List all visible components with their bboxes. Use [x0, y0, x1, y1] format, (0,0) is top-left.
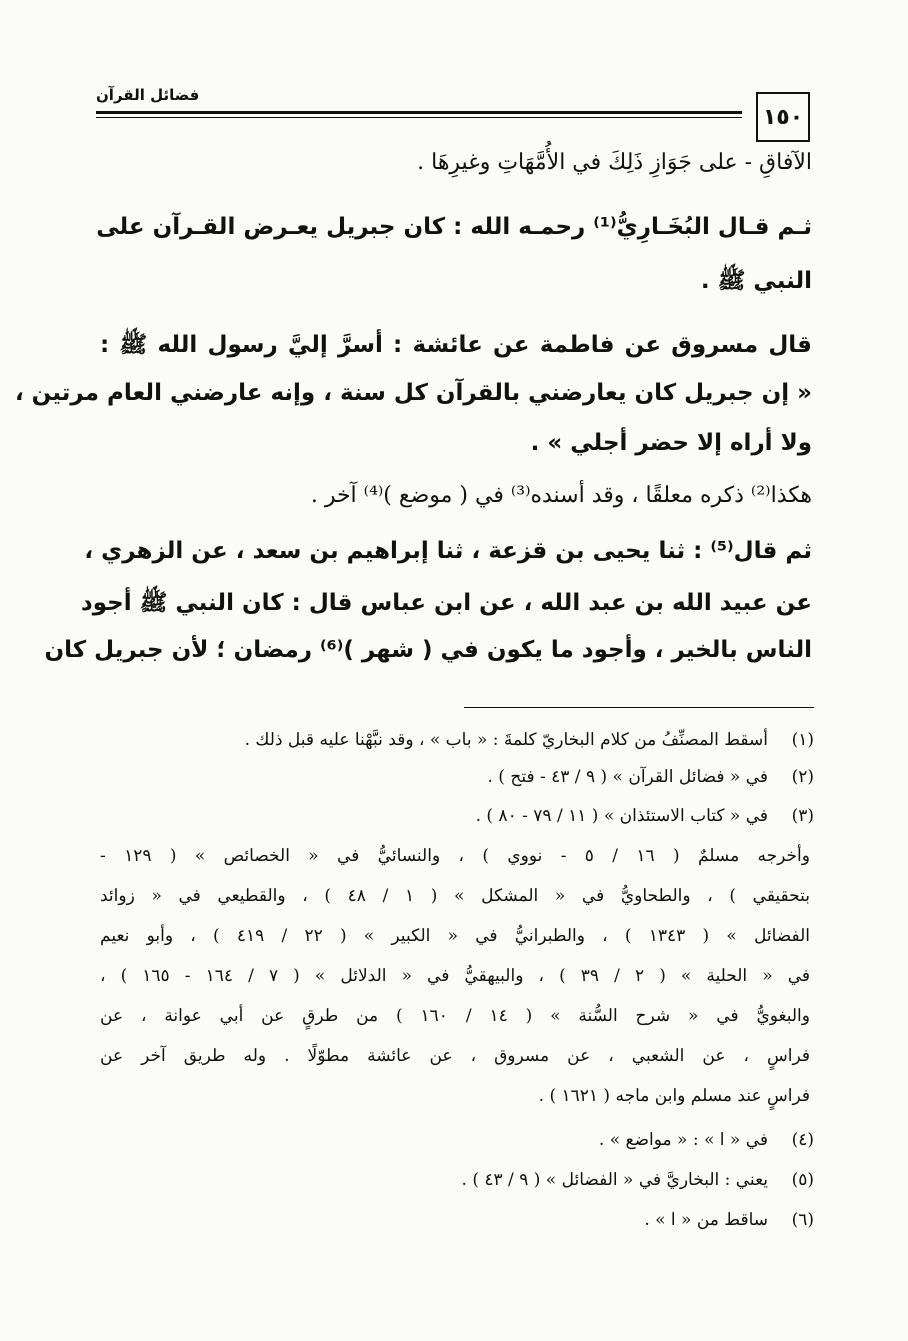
- footnote-3-line-2: وأخرجه مسلمٌ ( ١٦ / ٥ - نووي ) ، والنسائيُّ في « الخصائص » ( ١٢٩ -: [100, 846, 810, 866]
- body-line-1: الآفاقِ - على جَوَازِ ذَلِكَ في الأُمَّهَاتِ وغيرِهَا .: [417, 150, 812, 175]
- body-line-9: عن عبيد الله بن عبد الله ، عن ابن عباس قال : كان النبي ﷺ أجود: [80, 590, 812, 616]
- footnote-5: [100, 1170, 814, 1200]
- footnote-6: [100, 1210, 814, 1240]
- footnote-text: في « فضائل القرآن » ( ٩ / ٤٣ - فتح ) .: [487, 767, 768, 787]
- footnote-3: [100, 806, 814, 836]
- footnote-number: (١): [791, 730, 814, 750]
- footnote-text: في « كتاب الاستئذان » ( ١١ / ٧٩ - ٨٠ ) .: [475, 806, 768, 826]
- body-line-6: ولا أراه إلا حضر أجلي » .: [530, 430, 812, 456]
- footnote-number: (٤): [791, 1130, 814, 1150]
- footnote-3-line-8: فراسٍ عند مسلم وابن ماجه ( ١٦٢١ ) .: [538, 1086, 810, 1106]
- header-rule-thin: [96, 117, 742, 118]
- body-line-5: « إن جبريل كان يعارضني بالقرآن كل سنة ، وإنه عارضني العام مرتين ،: [14, 380, 812, 406]
- footnote-text: في « ا » : « مواضع » .: [598, 1130, 768, 1150]
- page-number: ١٥٠: [756, 92, 810, 142]
- footnote-1: [100, 730, 814, 760]
- running-title: فضائل القرآن: [96, 86, 200, 104]
- footnote-3-line-3: بتحقيقي ) ، والطحاويُّ في « المشكل » ( ١ / ٤٨ ) ، والقطيعي في « زوائد: [100, 886, 810, 906]
- footnote-number: (٥): [791, 1170, 814, 1190]
- footnote-number: (٢): [791, 767, 814, 787]
- footnote-divider: [464, 707, 814, 708]
- body-line-3: النبي ﷺ .: [700, 268, 812, 294]
- footnote-text: أسقط المصنِّفُ من كلام البخاريّ كلمةَ : « باب » ، وقد نبَّهْنا عليه قبل ذلك .: [244, 730, 768, 750]
- body-line-2: ثـم قـال البُخَـارِيُّ⁽¹⁾ رحمـه الله : كان جبريل يعـرض القـرآن على: [96, 214, 812, 240]
- footnote-text: يعني : البخاريَّ في « الفضائل » ( ٩ / ٤٣ ) .: [461, 1170, 768, 1190]
- body-line-7: هكذا⁽²⁾ ذكره معلقًا ، وقد أسنده⁽³⁾ في ( موضع )⁽⁴⁾ آخر .: [310, 483, 812, 508]
- footnote-text: ساقط من « ا » .: [644, 1210, 768, 1230]
- footnote-3-line-7: فراسٍ ، عن الشعبي ، عن مسروق ، عن عائشة مطوّلًا . وله طريق آخر عن: [100, 1046, 810, 1066]
- footnote-number: (٦): [791, 1210, 814, 1230]
- footnote-2: [100, 767, 814, 797]
- footnote-3-line-4: الفضائل » ( ١٣٤٣ ) ، والطبرانيُّ في « الكبير » ( ٢٢ / ٤١٩ ) ، وأبو نعيم: [100, 926, 811, 946]
- body-line-10: الناس بالخير ، وأجود ما يكون في ( شهر )⁽⁶⁾ رمضان ؛ لأن جبريل كان: [44, 637, 812, 663]
- footnote-number: (٣): [791, 806, 814, 826]
- header-rule-thick: [96, 111, 742, 114]
- body-line-8: ثم قال⁽⁵⁾ : ثنا يحيى بن قزعة ، ثنا إبراهيم بن سعد ، عن الزهري ،: [84, 538, 812, 564]
- body-line-4: قال مسروق عن فاطمة عن عائشة : أسرَّ إليَّ رسول الله ﷺ :: [100, 332, 812, 358]
- footnote-3-line-5: في « الحلية » ( ٢ / ٣٩ ) ، والبيهقيُّ في « الدلائل » ( ٧ / ١٦٤ - ١٦٥ ) ،: [100, 966, 811, 986]
- footnote-4: [100, 1130, 814, 1160]
- footnote-3-line-6: والبغويُّ في « شرح السُّنة » ( ١٤ / ١٦٠ ) من طرقٍ عن أبي عوانة ، عن: [100, 1006, 810, 1026]
